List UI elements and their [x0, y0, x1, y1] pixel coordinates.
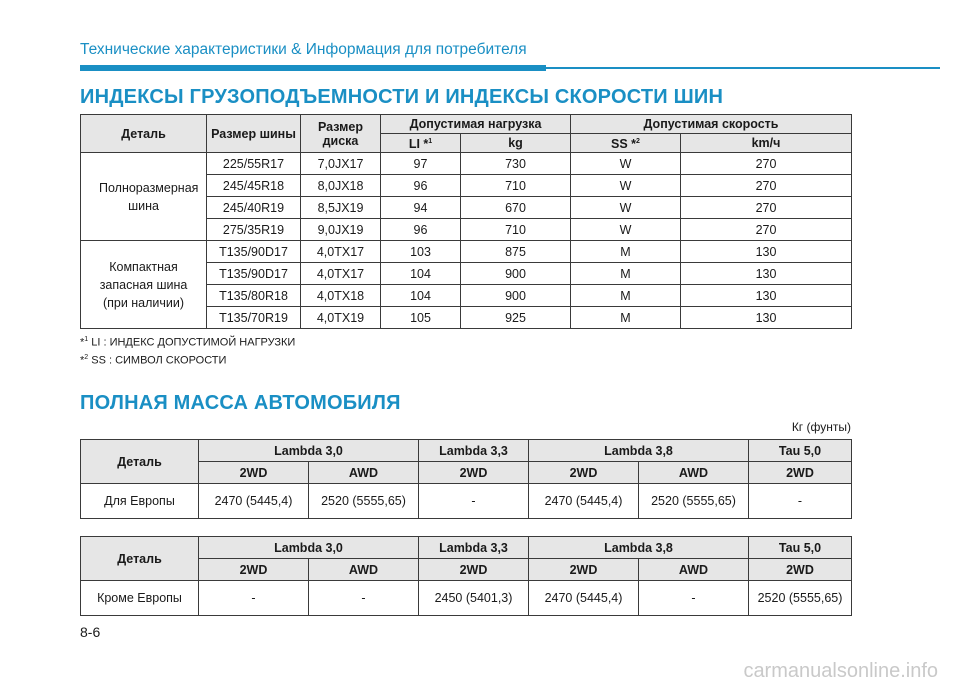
table-cell: - — [309, 581, 419, 616]
table-cell: 4,0TX18 — [301, 285, 381, 307]
table-cell: 900 — [461, 263, 571, 285]
table-cell: 270 — [681, 219, 852, 241]
row-label: Для Европы — [81, 484, 199, 519]
table-cell: 2470 (5445,4) — [199, 484, 309, 519]
table-cell: 97 — [381, 153, 461, 175]
col-header-engine: Lambda 3,3 — [419, 440, 529, 462]
table-cell: 96 — [381, 219, 461, 241]
table-cell: 8,0JX18 — [301, 175, 381, 197]
table-row — [81, 581, 852, 616]
watermark: carmanualsonline.info — [743, 660, 938, 682]
footnote-li: *$^1$ LI : ИНДЕКС ДОПУСТИМОЙ НАГРУЗКИ — [80, 336, 296, 349]
footnote-ss: *$^2$ SS : СИМВОЛ СКОРОСТИ — [80, 354, 227, 367]
col-header-drive: 2WD — [529, 462, 639, 484]
col-header-load: Допустимая нагрузка — [381, 115, 571, 134]
table-cell: 4,0TX17 — [301, 263, 381, 285]
table-cell: 2520 (5555,65) — [639, 484, 749, 519]
col-header-engine: Tau 5,0 — [749, 537, 852, 559]
header-accent-bar — [80, 65, 546, 71]
col-header-engine: Lambda 3,3 — [419, 537, 529, 559]
row-label: Кроме Европы — [81, 581, 199, 616]
col-header-drive: AWD — [639, 462, 749, 484]
col-header-engine: Tau 5,0 — [749, 440, 852, 462]
table-cell: 103 — [381, 241, 461, 263]
row-group-label: Полноразмерная шина — [81, 153, 207, 241]
col-header-wheel-size: Размер диска — [301, 115, 381, 153]
table-cell: W — [571, 219, 681, 241]
table-cell: 4,0TX17 — [301, 241, 381, 263]
col-header-drive: 2WD — [199, 559, 309, 581]
table-cell: - — [419, 484, 529, 519]
table-cell: 2520 (5555,65) — [749, 581, 852, 616]
table-cell: 2470 (5445,4) — [529, 581, 639, 616]
col-header-li: LI *$^1$ — [381, 134, 461, 153]
col-header-kg: kg — [461, 134, 571, 153]
table-cell: 925 — [461, 307, 571, 329]
table-cell: 270 — [681, 153, 852, 175]
col-header-drive: 2WD — [749, 559, 852, 581]
table-cell: 2450 (5401,3) — [419, 581, 529, 616]
table-cell: 94 — [381, 197, 461, 219]
col-header-speed: Допустимая скорость — [571, 115, 852, 134]
table-cell: 2470 (5445,4) — [529, 484, 639, 519]
table-cell: 104 — [381, 263, 461, 285]
col-header-kmh: km/ч — [681, 134, 852, 153]
col-header-drive: 2WD — [199, 462, 309, 484]
mass-section-title: ПОЛНАЯ МАССА АВТОМОБИЛЯ — [80, 392, 401, 414]
table-cell: - — [749, 484, 852, 519]
table-cell: 130 — [681, 241, 852, 263]
col-header-part: Деталь — [81, 440, 199, 484]
col-header-drive: 2WD — [749, 462, 852, 484]
col-header-drive: 2WD — [419, 559, 529, 581]
header-rule — [546, 67, 940, 69]
table-cell: M — [571, 307, 681, 329]
tire-index-table — [80, 114, 852, 329]
table-cell: 105 — [381, 307, 461, 329]
table-cell: W — [571, 175, 681, 197]
table-cell: 710 — [461, 219, 571, 241]
table-cell: 275/35R19 — [207, 219, 301, 241]
table-cell: 670 — [461, 197, 571, 219]
table-cell: 710 — [461, 175, 571, 197]
tire-section-title: ИНДЕКСЫ ГРУЗОПОДЪЕМНОСТИ И ИНДЕКСЫ СКОРОСТИ ШИН — [80, 86, 724, 108]
table-cell: T135/80R18 — [207, 285, 301, 307]
col-header-tire-size: Размер шины — [207, 115, 301, 153]
col-header-engine: Lambda 3,8 — [529, 440, 749, 462]
table-cell: T135/90D17 — [207, 241, 301, 263]
col-header-drive: AWD — [309, 559, 419, 581]
table-cell: 9,0JX19 — [301, 219, 381, 241]
table-cell: M — [571, 263, 681, 285]
table-cell: T135/90D17 — [207, 263, 301, 285]
col-header-drive: AWD — [639, 559, 749, 581]
table-cell: 900 — [461, 285, 571, 307]
table-cell: 8,5JX19 — [301, 197, 381, 219]
mass-table-europe — [80, 439, 852, 519]
table-cell: 245/40R19 — [207, 197, 301, 219]
col-header-engine: Lambda 3,0 — [199, 537, 419, 559]
breadcrumb: Технические характеристики & Информация для потребителя — [80, 41, 527, 58]
table-cell: 96 — [381, 175, 461, 197]
table-row — [81, 153, 852, 175]
table-row — [81, 484, 852, 519]
table-cell: M — [571, 285, 681, 307]
col-header-drive: AWD — [309, 462, 419, 484]
table-cell: 730 — [461, 153, 571, 175]
table-cell: 104 — [381, 285, 461, 307]
table-cell: M — [571, 241, 681, 263]
page-number: 8-6 — [80, 624, 101, 640]
table-cell: 875 — [461, 241, 571, 263]
table-cell: 130 — [681, 285, 852, 307]
table-cell: 2520 (5555,65) — [309, 484, 419, 519]
col-header-part: Деталь — [81, 115, 207, 153]
table-cell: 130 — [681, 307, 852, 329]
table-cell: W — [571, 197, 681, 219]
unit-label: Кг (фунты) — [791, 420, 851, 434]
table-row — [81, 241, 852, 263]
row-group-label: Компактная запасная шина (при наличии) — [81, 241, 207, 329]
table-cell: - — [199, 581, 309, 616]
col-header-part: Деталь — [81, 537, 199, 581]
table-cell: 270 — [681, 197, 852, 219]
table-cell: 270 — [681, 175, 852, 197]
table-cell: 4,0TX19 — [301, 307, 381, 329]
table-cell: W — [571, 153, 681, 175]
col-header-drive: 2WD — [419, 462, 529, 484]
table-cell: 130 — [681, 263, 852, 285]
col-header-ss: SS *$^2$ — [571, 134, 681, 153]
col-header-drive: 2WD — [529, 559, 639, 581]
table-cell: 245/45R18 — [207, 175, 301, 197]
col-header-engine: Lambda 3,0 — [199, 440, 419, 462]
col-header-engine: Lambda 3,8 — [529, 537, 749, 559]
table-cell: 7,0JX17 — [301, 153, 381, 175]
table-cell: T135/70R19 — [207, 307, 301, 329]
mass-table-non-europe — [80, 536, 852, 616]
table-cell: - — [639, 581, 749, 616]
table-cell: 225/55R17 — [207, 153, 301, 175]
